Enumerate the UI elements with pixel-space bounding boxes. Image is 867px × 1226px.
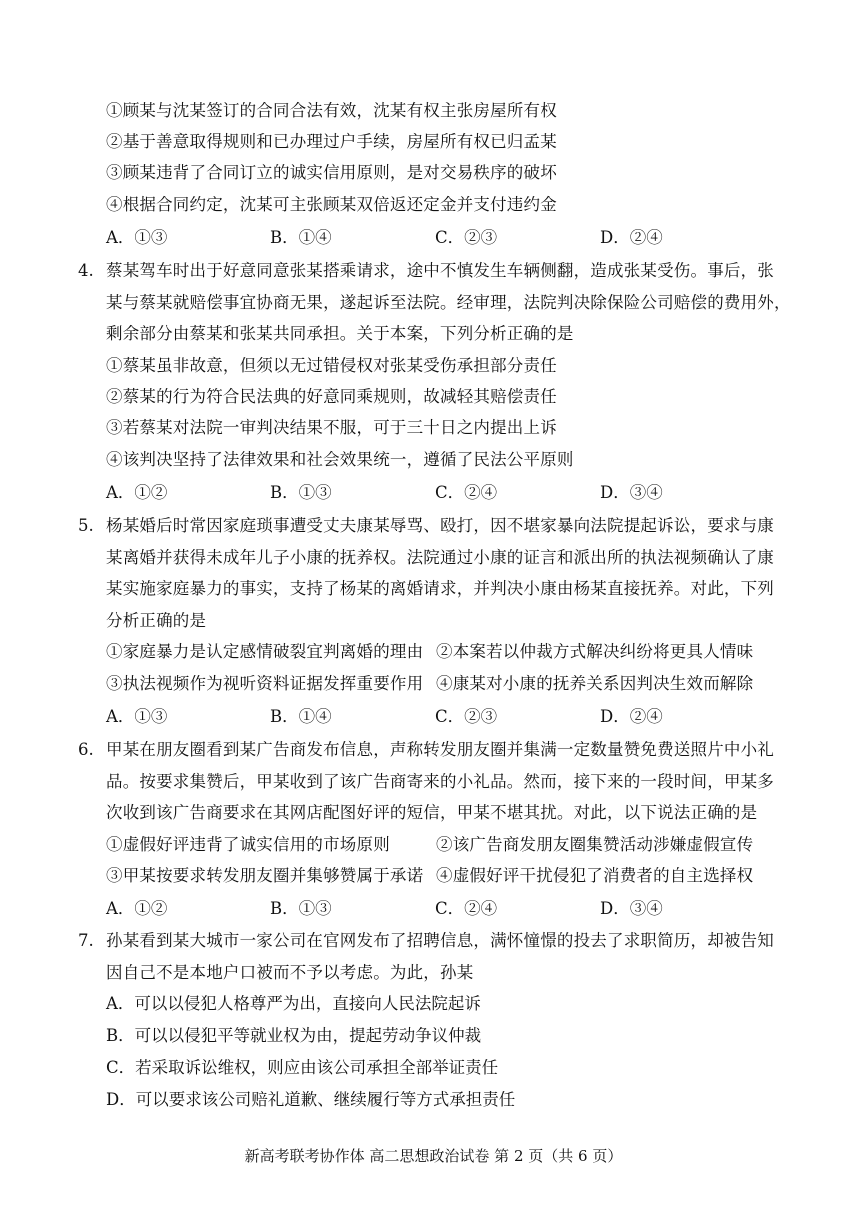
q4-stem-line-2: 某与蔡某就赔偿事宜协商无果，遂起诉至法院。经审理，法院判决除保险公司赔偿的费用外，: [106, 293, 791, 312]
q4-option-d: D．③④: [600, 483, 663, 502]
q3-option-d: D．②④: [600, 228, 663, 247]
q4-item-3: ③若蔡某对法院一审判决结果不服，可于三十日之内提出上诉: [106, 418, 557, 437]
q3-item-4: ④根据合同约定，沈某可主张顾某双倍返还定金并支付违约金: [106, 195, 557, 214]
q6-option-a: A．①②: [106, 899, 168, 918]
q6-option-c: C．②④: [435, 899, 498, 918]
q5-stem-line-3: 某实施家庭暴力的事实，支持了杨某的离婚请求，并判决小康由杨某直接抚养。对此，下列: [106, 579, 774, 598]
q7-option-a: A．可以以侵犯人格尊严为出，直接向人民法院起诉: [106, 994, 481, 1013]
q4-stem-line-1: 蔡某驾车时出于好意同意张某搭乘请求，途中不慎发生车辆侧翻，造成张某受伤。事后，张: [106, 261, 774, 280]
q6-number: 6.: [78, 740, 94, 759]
q6-stem-line-2: 品。按要求集赞后，甲某收到了该广告商寄来的小礼品。然而，接下来的一段时间，甲某多: [106, 772, 774, 791]
q5-option-d: D．②④: [600, 707, 663, 726]
q6-item-1: ①虚假好评违背了诚实信用的市场原则: [106, 835, 390, 854]
q5-stem-line-1: 杨某婚后时常因家庭琐事遭受丈夫康某辱骂、殴打，因不堪家暴向法院提起诉讼，要求与康: [106, 516, 774, 535]
q5-item-1: ①家庭暴力是认定感情破裂宜判离婚的理由: [106, 642, 424, 661]
q5-item-2: ②本案若以仲裁方式解决纠纷将更具人情味: [436, 642, 754, 661]
q6-item-2: ②该广告商发朋友圈集赞活动涉嫌虚假宣传: [436, 835, 754, 854]
q4-option-b: B．①③: [270, 483, 332, 502]
q3-item-2: ②基于善意取得规则和已办理过户手续，房屋所有权已归孟某: [106, 132, 557, 151]
q6-stem-line-1: 甲某在朋友圈看到某广告商发布信息，声称转发朋友圈并集满一定数量赞免费送照片中小礼: [106, 740, 774, 759]
q3-option-c: C．②③: [435, 228, 498, 247]
q4-stem-line-3: 剩余部分由蔡某和张某共同承担。关于本案，下列分析正确的是: [106, 324, 574, 343]
q4-item-4: ④该判决坚持了法律效果和社会效果统一，遵循了民法公平原则: [106, 450, 574, 469]
q4-option-a: A．①②: [106, 483, 168, 502]
q5-option-c: C．②③: [435, 707, 498, 726]
q5-option-a: A．①③: [106, 707, 168, 726]
q7-option-d: D．可以要求该公司赔礼道歉、继续履行等方式承担责任: [106, 1090, 516, 1109]
q4-item-1: ①蔡某虽非故意，但须以无过错侵权对张某受伤承担部分责任: [106, 356, 557, 375]
q5-stem-line-2: 某离婚并获得未成年儿子小康的抚养权。法院通过小康的证言和派出所的执法视频确认了康: [106, 548, 774, 567]
q5-item-3: ③执法视频作为视听资料证据发挥重要作用: [106, 674, 424, 693]
q5-option-b: B．①④: [270, 707, 332, 726]
q7-number: 7.: [78, 931, 94, 950]
q7-option-c: C．若采取诉讼维权，则应由该公司承担全部举证责任: [106, 1058, 499, 1077]
q6-item-3: ③甲某按要求转发朋友圈并集够赞属于承诺: [106, 866, 424, 885]
q6-item-4: ④虚假好评干扰侵犯了消费者的自主选择权: [436, 866, 754, 885]
q5-item-4: ④康某对小康的抚养关系因判决生效而解除: [436, 674, 754, 693]
q5-stem-line-4: 分析正确的是: [106, 611, 207, 630]
q3-option-b: B．①④: [270, 228, 332, 247]
q3-item-3: ③顾某违背了合同订立的诚实信用原则，是对交易秩序的破坏: [106, 163, 557, 182]
q6-stem-line-3: 次收到该广告商要求在其网店配图好评的短信，甲某不堪其扰。对此，以下说法正确的是: [106, 803, 758, 822]
q4-option-c: C．②④: [435, 483, 498, 502]
q4-number: 4.: [78, 261, 94, 280]
q3-option-a: A．①③: [106, 228, 168, 247]
page-footer: 新高考联考协作体 高二思想政治试卷 第 2 页（共 6 页）: [244, 1147, 623, 1165]
q6-option-b: B．①③: [270, 899, 332, 918]
q7-option-b: B．可以以侵犯平等就业权为由，提起劳动争议仲裁: [106, 1026, 482, 1045]
q3-item-1: ①顾某与沈某签订的合同合法有效，沈某有权主张房屋所有权: [106, 101, 557, 120]
q7-stem-line-2: 因自己不是本地户口被而不予以考虑。为此，孙某: [106, 963, 474, 982]
q6-option-d: D．③④: [600, 899, 663, 918]
q4-item-2: ②蔡某的行为符合民法典的好意同乘规则，故减轻其赔偿责任: [106, 387, 557, 406]
q7-stem-line-1: 孙某看到某大城市一家公司在官网发布了招聘信息，满怀憧憬的投去了求职简历，却被告知: [106, 931, 774, 950]
q5-number: 5.: [78, 516, 94, 535]
